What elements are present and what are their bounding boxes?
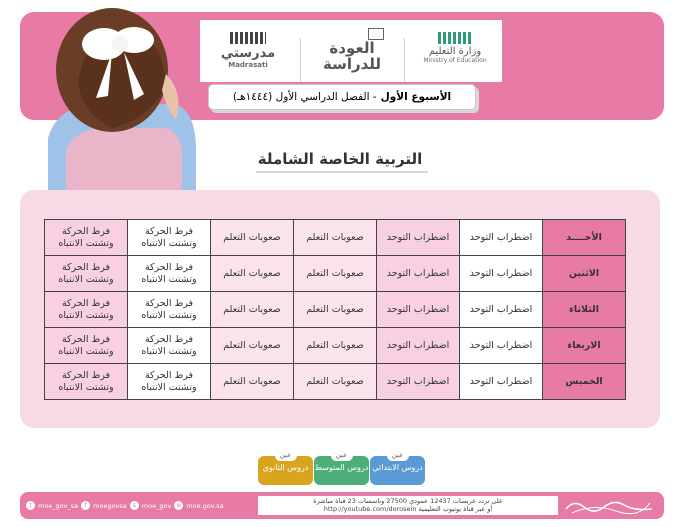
cell-line2: وتشتت الانتباه xyxy=(141,345,197,357)
day-cell: الاربعاء xyxy=(543,328,626,364)
cell-line2: وتشتت الانتباه xyxy=(141,273,197,285)
table-cell: صعوبات التعلم xyxy=(211,328,294,364)
logos-panel xyxy=(200,20,502,82)
table-cell xyxy=(128,364,211,400)
cell-line1: فرط الحركة xyxy=(61,333,111,345)
ministry-ar: وزارة التعليم xyxy=(428,46,482,57)
cell-line1: فرط الحركة xyxy=(61,225,111,237)
back-to-school-logo xyxy=(310,28,394,72)
footer-bar xyxy=(20,492,664,519)
table-row xyxy=(45,328,626,364)
badge-label: دروس الابتدائي xyxy=(372,463,423,472)
badge-secondary[interactable] xyxy=(258,451,313,485)
website-icon[interactable]: w xyxy=(174,501,183,510)
day-cell: الثلاثاء xyxy=(543,292,626,328)
ein-logo: عين xyxy=(331,450,353,461)
table-cell: صعوبات التعلم xyxy=(294,256,377,292)
table-cell: اضطراب التوحد xyxy=(377,328,460,364)
table-cell: اضطراب التوحد xyxy=(377,256,460,292)
cell-line2: وتشتت الانتباه xyxy=(141,309,197,321)
social-links xyxy=(26,501,224,510)
social-handle[interactable]: moe_gov_sa xyxy=(38,501,79,510)
snapchat-icon[interactable]: s xyxy=(130,501,139,510)
week-label: الأسبوع الأول xyxy=(380,91,452,103)
table-cell xyxy=(45,364,128,400)
badge-label: دروس الثانوي xyxy=(262,463,309,472)
table-cell: صعوبات التعلم xyxy=(294,292,377,328)
table-cell xyxy=(45,220,128,256)
cell-line2: وتشتت الانتباه xyxy=(58,237,114,249)
week-bar xyxy=(208,84,476,110)
cell-line2: وتشتت الانتباه xyxy=(58,345,114,357)
cell-line2: وتشتت الانتباه xyxy=(141,237,197,249)
twitter-icon[interactable]: t xyxy=(26,501,35,510)
table-cell xyxy=(45,256,128,292)
table-cell: اضطراب التوحد xyxy=(377,220,460,256)
table-row xyxy=(45,256,626,292)
cell-line1: فرط الحركة xyxy=(144,297,194,309)
table-cell: صعوبات التعلم xyxy=(211,220,294,256)
table-row xyxy=(45,220,626,256)
table-cell: اضطراب التوحد xyxy=(377,364,460,400)
table-cell: صعوبات التعلم xyxy=(211,364,294,400)
table-cell: صعوبات التعلم xyxy=(211,256,294,292)
cell-line1: فرط الحركة xyxy=(144,333,194,345)
cell-line1: فرط الحركة xyxy=(144,369,194,381)
madrasati-en: Madrasati xyxy=(228,61,268,69)
cell-line2: وتشتت الانتباه xyxy=(58,309,114,321)
table-row xyxy=(45,292,626,328)
cell-line1: فرط الحركة xyxy=(61,261,111,273)
table-cell: اضطراب التوحد xyxy=(377,292,460,328)
table-cell: اضطراب التوحد xyxy=(460,220,543,256)
day-cell: الاثنين xyxy=(543,256,626,292)
cell-line2: وتشتت الانتباه xyxy=(141,381,197,393)
ministry-logo xyxy=(414,32,496,64)
calligraphy-logo-icon xyxy=(564,497,656,515)
ministry-mark-icon xyxy=(438,32,472,44)
badge-label: دروس المتوسط xyxy=(314,463,369,472)
facebook-icon[interactable]: f xyxy=(81,501,90,510)
badge-primary[interactable] xyxy=(370,451,425,485)
social-handle[interactable]: moe.gov.sa xyxy=(186,501,224,510)
table-cell xyxy=(128,256,211,292)
cell-line2: وتشتت الانتباه xyxy=(58,381,114,393)
divider xyxy=(300,38,301,82)
broadcast-text xyxy=(258,497,558,514)
madrasati-mark-icon xyxy=(230,32,266,44)
table-cell xyxy=(128,328,211,364)
campaign-line1: العودة xyxy=(329,39,375,57)
cell-line1: فرط الحركة xyxy=(61,297,111,309)
table-cell: صعوبات التعلم xyxy=(294,220,377,256)
broadcast-line2[interactable]: أو عبر قناة يوتيوب التعليمية http://youtube.com/dorosein xyxy=(323,505,493,514)
campaign-line2: للدراسة xyxy=(322,55,382,73)
ein-logo: عين xyxy=(387,450,409,461)
table-cell: اضطراب التوحد xyxy=(460,292,543,328)
table-cell xyxy=(128,292,211,328)
social-handle[interactable]: moegovsa xyxy=(93,501,127,510)
cell-line1: فرط الحركة xyxy=(61,369,111,381)
subject-title: التربية الخاصة الشاملة xyxy=(257,150,423,168)
badge-middle[interactable] xyxy=(314,451,369,485)
ein-logo: عين xyxy=(275,450,297,461)
table-cell xyxy=(45,328,128,364)
day-cell: الأحــــد xyxy=(543,220,626,256)
madrasati-logo xyxy=(208,32,288,69)
divider xyxy=(404,38,405,82)
social-handle[interactable]: moe_gov xyxy=(141,501,172,510)
student-girl-illustration xyxy=(26,0,204,190)
table-cell: صعوبات التعلم xyxy=(294,364,377,400)
table-cell: صعوبات التعلم xyxy=(294,328,377,364)
cell-line2: وتشتت الانتباه xyxy=(58,273,114,285)
broadcast-info xyxy=(258,496,558,515)
schedule-table xyxy=(44,219,626,400)
cell-line1: فرط الحركة xyxy=(144,225,194,237)
broadcast-line1: على تردد عربسات 12437 عمودي 27500 وناسسات 23 قناة مباشرة xyxy=(313,497,503,505)
table-cell: صعوبات التعلم xyxy=(211,292,294,328)
table-cell: اضطراب التوحد xyxy=(460,364,543,400)
table-cell xyxy=(45,292,128,328)
title-underline xyxy=(256,171,428,173)
table-cell: اضطراب التوحد xyxy=(460,256,543,292)
table-row xyxy=(45,364,626,400)
term-label: - الفصل الدراسي الأول (١٤٤٤هـ) xyxy=(232,91,377,103)
cell-line1: فرط الحركة xyxy=(144,261,194,273)
table-cell xyxy=(128,220,211,256)
day-cell: الخميس xyxy=(543,364,626,400)
ministry-en: Ministry of Education xyxy=(423,57,487,64)
madrasati-ar: مدرستي xyxy=(220,46,276,61)
table-cell: اضطراب التوحد xyxy=(460,328,543,364)
